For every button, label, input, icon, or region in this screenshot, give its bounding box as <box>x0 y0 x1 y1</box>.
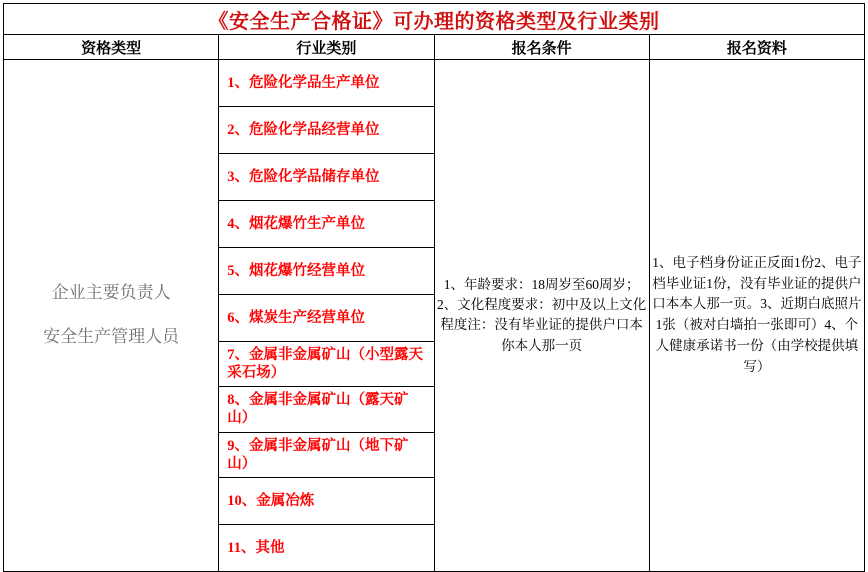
table-title-row <box>4 4 865 35</box>
header-registration-conditions: 报名条件 <box>434 35 649 60</box>
header-registration-materials: 报名资料 <box>649 35 864 60</box>
industry-item-5: 6、煤炭生产经营单位 <box>219 295 433 342</box>
registration-materials-text: 1、电子档身份证正反面1份2、电子档毕业证1份，没有毕业证的提供户口本本人那一页。3、近期白底照片1张（被对白墙拍一张即可）4、个人健康承诺书一份（由学校提供填写） <box>652 254 862 375</box>
qualification-type-cell <box>4 60 219 572</box>
list-item <box>219 248 433 295</box>
industry-item-1: 2、危险化学品经营单位 <box>219 107 433 154</box>
industry-item-4: 5、烟花爆竹经营单位 <box>219 248 433 295</box>
registration-conditions-text: 1、年龄要求：18周岁至60周岁；2、文化程度要求：初中及以上文化程度注：没有毕业证的提供户口本你本人那一页 <box>437 276 647 353</box>
list-item <box>219 524 433 571</box>
header-qualification-type: 资格类型 <box>4 35 219 60</box>
industry-item-0: 1、危险化学品生产单位 <box>219 60 433 107</box>
list-item <box>219 201 433 248</box>
qualification-type-item-0: 企业主要负责人 <box>51 283 171 303</box>
industry-item-10: 11、其他 <box>219 524 433 571</box>
registration-materials-cell <box>649 60 864 572</box>
list-item <box>219 432 433 477</box>
industry-item-9: 10、金属冶炼 <box>219 477 433 524</box>
list-item <box>219 387 433 432</box>
registration-conditions-cell <box>434 60 649 572</box>
industry-item-7: 8、金属非金属矿山（露天矿山） <box>219 387 433 432</box>
list-item <box>219 107 433 154</box>
industry-list <box>219 60 433 571</box>
page-title: 《安全生产合格证》可办理的资格类型及行业类别 <box>4 4 865 35</box>
industry-item-2: 3、危险化学品储存单位 <box>219 154 433 201</box>
industry-category-cell <box>219 60 434 572</box>
list-item <box>219 342 433 387</box>
header-industry-category: 行业类别 <box>219 35 434 60</box>
list-item <box>219 60 433 107</box>
industry-item-8: 9、金属非金属矿山（地下矿山） <box>219 432 433 477</box>
list-item <box>219 295 433 342</box>
list-item <box>219 477 433 524</box>
table-body-row <box>4 60 865 572</box>
qualification-table <box>3 3 865 572</box>
table-header-row <box>4 35 865 60</box>
industry-item-6: 7、金属非金属矿山（小型露天采石场） <box>219 342 433 387</box>
list-item <box>219 154 433 201</box>
industry-item-3: 4、烟花爆竹生产单位 <box>219 201 433 248</box>
qualification-type-item-1: 安全生产管理人员 <box>43 327 180 347</box>
document-page <box>0 3 868 556</box>
